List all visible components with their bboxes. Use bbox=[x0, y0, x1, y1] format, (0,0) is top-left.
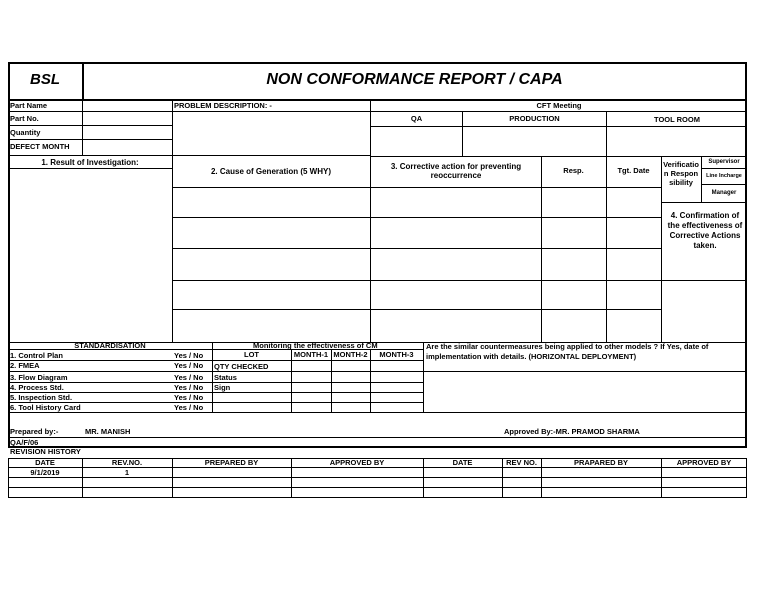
line bbox=[172, 309, 662, 310]
cft-production: PRODUCTION bbox=[509, 114, 560, 123]
std-yesno[interactable]: Yes / No bbox=[174, 383, 204, 392]
line bbox=[172, 187, 662, 188]
cause-generation-heading: 2. Cause of Generation (5 WHY) bbox=[210, 167, 332, 176]
monitoring-month1: MONTH-1 bbox=[293, 350, 329, 359]
std-item-process-std: 4. Process Std. bbox=[10, 383, 64, 392]
std-yesno[interactable]: Yes / No bbox=[174, 393, 204, 402]
line bbox=[172, 99, 173, 342]
std-yesno[interactable]: Yes / No bbox=[174, 403, 204, 412]
revision-row-rev-no: 1 bbox=[124, 468, 130, 477]
line bbox=[541, 156, 542, 342]
monitoring-lot: LOT bbox=[244, 350, 259, 359]
std-yesno[interactable]: Yes / No bbox=[174, 373, 204, 382]
tgt-date-heading: Tgt. Date bbox=[617, 166, 650, 175]
revision-header-prepared-by: PREPARED BY bbox=[204, 458, 259, 467]
line bbox=[8, 360, 423, 361]
line bbox=[8, 487, 747, 488]
line bbox=[172, 217, 662, 218]
horizontal-deployment-text: Are the similar countermeasures being applied to other models ? If Yes, date of implementation with details. (HORIZONTAL DEPLOYMENT) bbox=[426, 342, 709, 361]
revision-header-rev-no: REV.NO. bbox=[111, 458, 143, 467]
corrective-action-heading: 3. Corrective action for preventing reoccurrence bbox=[390, 162, 522, 180]
line bbox=[82, 99, 83, 155]
revision-header-date: DATE bbox=[35, 458, 55, 467]
line bbox=[8, 139, 173, 140]
company-name: BSL bbox=[30, 71, 60, 88]
line bbox=[8, 437, 747, 438]
supervisor-label: Supervisor bbox=[708, 159, 740, 165]
line bbox=[8, 125, 173, 126]
result-investigation-heading: 1. Result of Investigation: bbox=[41, 158, 139, 167]
confirmation-heading: 4. Confirmation of the effectiveness of Corrective Actions taken. bbox=[667, 211, 743, 250]
monitoring-month3: MONTH-3 bbox=[379, 350, 414, 359]
line-incharge-label: Line Incharge bbox=[706, 173, 742, 179]
std-item-tool-history: 6. Tool History Card bbox=[10, 403, 81, 412]
line bbox=[701, 168, 747, 169]
line bbox=[606, 156, 607, 342]
resp-heading: Resp. bbox=[563, 166, 584, 175]
revision-header-approved-by-2: APPROVED BY bbox=[676, 458, 732, 467]
monitoring-month2: MONTH-2 bbox=[333, 350, 368, 359]
label-problem-description: PROBLEM DESCRIPTION: - bbox=[174, 101, 272, 110]
std-yesno[interactable]: Yes / No bbox=[174, 361, 204, 370]
manager-label: Manager bbox=[711, 190, 737, 196]
line bbox=[8, 155, 371, 156]
revision-header-approved-by: APPROVED BY bbox=[329, 458, 385, 467]
revision-row-date: 9/1/2019 bbox=[30, 468, 60, 477]
label-defect-month: DEFECT MONTH bbox=[10, 142, 70, 151]
cft-meeting-title: CFT Meeting bbox=[536, 101, 582, 110]
line bbox=[8, 111, 747, 112]
line bbox=[172, 248, 662, 249]
line bbox=[701, 184, 747, 185]
line bbox=[423, 342, 424, 412]
revision-header-rev-no-2: REV NO. bbox=[506, 458, 537, 467]
monitoring-title: Monitoring the effectiveness of CM bbox=[253, 341, 378, 350]
monitoring-sign: Sign bbox=[214, 383, 231, 392]
std-item-fmea: 2. FMEA bbox=[10, 361, 40, 370]
page-title: NON CONFORMANCE REPORT / CAPA bbox=[266, 71, 563, 88]
line bbox=[371, 126, 747, 127]
monitoring-qty-checked: QTY CHECKED bbox=[214, 362, 269, 371]
label-part-name: Part Name bbox=[10, 101, 48, 110]
line bbox=[8, 477, 747, 478]
label-quantity: Quantity bbox=[10, 128, 41, 137]
label-part-no: Part No. bbox=[10, 114, 39, 123]
std-item-flow-diagram: 3. Flow Diagram bbox=[10, 373, 68, 382]
std-item-inspection-std: 5. Inspection Std. bbox=[10, 393, 73, 402]
monitoring-status: Status bbox=[214, 373, 237, 382]
approved-by: Approved By:-MR. PRAMOD SHARMA bbox=[504, 427, 640, 436]
line bbox=[370, 99, 371, 342]
cft-tool-room: TOOL ROOM bbox=[654, 115, 700, 124]
std-yesno[interactable]: Yes / No bbox=[174, 351, 204, 360]
line bbox=[8, 412, 747, 413]
revision-header-prapared-by: PRAPARED BY bbox=[573, 458, 629, 467]
revision-history-title: REVISION HISTORY bbox=[10, 447, 81, 456]
prepared-by-name: MR. MANISH bbox=[85, 427, 131, 436]
form-number: QA/F/06 bbox=[10, 438, 39, 447]
verification-heading: Verification Responsibility bbox=[663, 160, 699, 187]
cft-qa: QA bbox=[410, 114, 423, 123]
prepared-by-label: Prepared by:- bbox=[10, 427, 59, 436]
line bbox=[371, 156, 747, 157]
line bbox=[8, 168, 173, 169]
line bbox=[661, 202, 747, 203]
std-item-control-plan: 1. Control Plan bbox=[10, 351, 63, 360]
standardisation-title: STANDARDISATION bbox=[74, 341, 146, 350]
revision-header-date-2: DATE bbox=[452, 458, 473, 467]
line bbox=[8, 371, 747, 372]
